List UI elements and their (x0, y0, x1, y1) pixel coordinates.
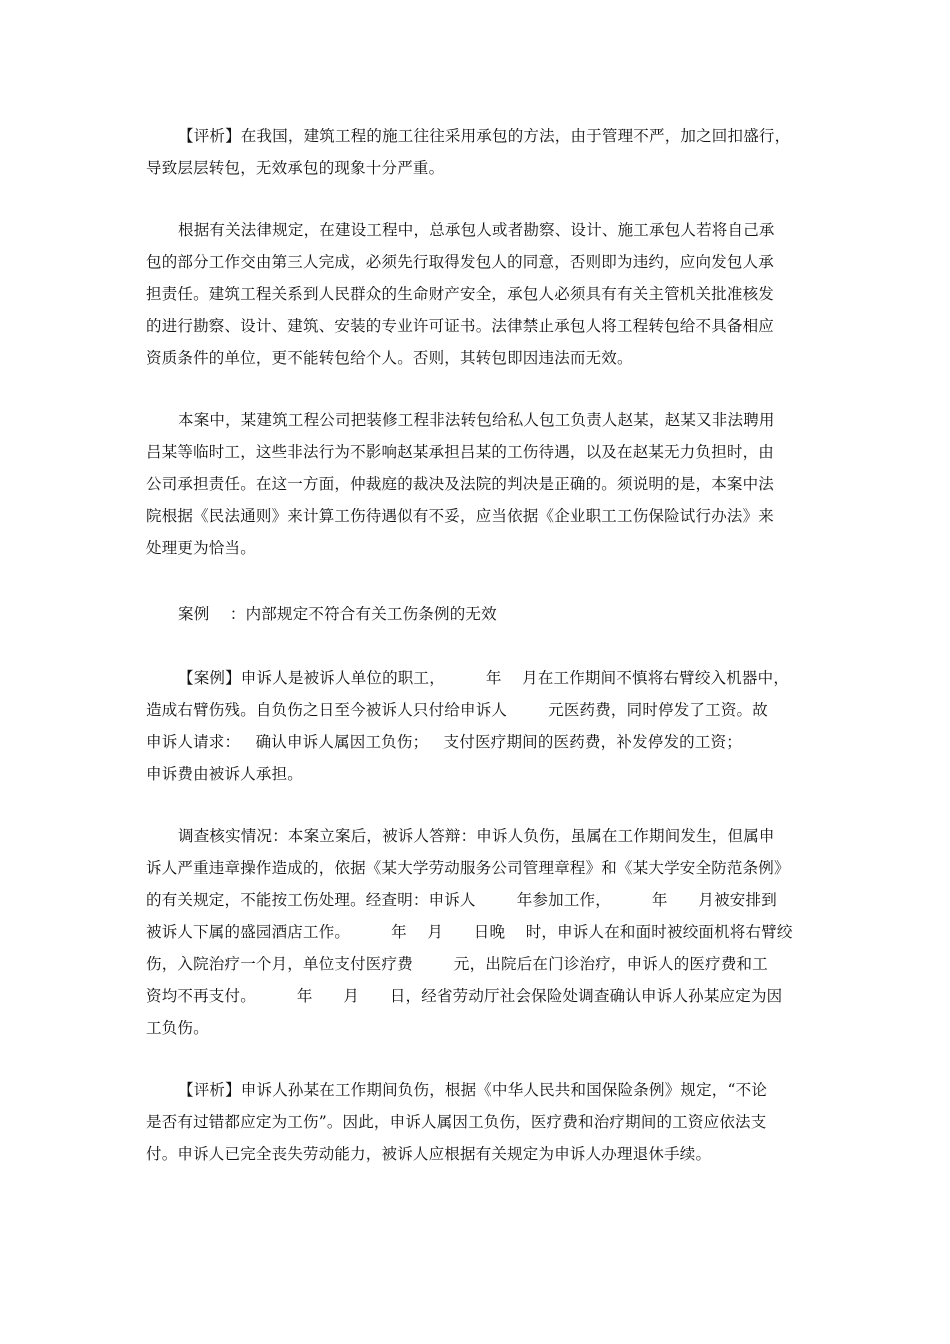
case-title (146, 598, 812, 630)
text-line: 包的部分工作交由第三人完成，必须先行取得发包人的同意，否则即为违约，应向发包人承 (146, 253, 775, 271)
text-line: 院根据《民法通则》来计算工伤待遇似有不妥，应当依据《企业职工工伤保险试行办法》来 (146, 507, 775, 525)
analysis-paragraph-1 (146, 120, 812, 184)
text-line: 资均不再支付。 年 月 日，经省劳动厅社会保险处调查确认申诉人孙某应定为因 (146, 987, 783, 1005)
text-line: 被诉人下属的盛园酒店工作。 年 月 日晚 时，申诉人在和面时被绞面机将右臂绞 (146, 923, 793, 941)
text-line: 调查核实情况：本案立案后，被诉人答辩：申诉人负伤，虽属在工作期间发生，但属申 (178, 827, 775, 845)
text-line: 申诉费由被诉人承担。 (146, 765, 304, 783)
text-line: 【评析】在我国，建筑工程的施工往往采用承包的方法，由于管理不严，加之回扣盛行， (178, 127, 791, 145)
text-line: 吕某等临时工，这些非法行为不影响赵某承担吕某的工伤待遇，以及在赵某无力负担时，由 (146, 443, 775, 461)
analysis-paragraph-2 (146, 1074, 812, 1170)
text-line: 是否有过错都应定为工伤”。因此，申诉人属因工负伤，医疗费和治疗期间的工资应依法支 (146, 1113, 767, 1131)
text-line: 导致层层转包，无效承包的现象十分严重。 (146, 159, 445, 177)
text-line: 本案中，某建筑工程公司把装修工程非法转包给私人包工负责人赵某，赵某又非法聘用 (178, 411, 775, 429)
text-line: 付。申诉人已完全丧失劳动能力，被诉人应根据有关规定为申诉人办理退休手续。 (146, 1145, 712, 1163)
text-line: 的进行勘察、设计、建筑、安装的专业许可证书。法律禁止承包人将工程转包给不具备相应 (146, 317, 775, 335)
text-line: 诉人严重违章操作造成的，依据《某大学劳动服务公司管理章程》和《某大学安全防范条例》 (146, 859, 790, 877)
text-line: 工负伤。 (146, 1019, 209, 1037)
text-line: 【评析】申诉人孙某在工作期间负伤，根据《中华人民共和国保险条例》规定，“不论 (178, 1081, 768, 1099)
investigation-paragraph (146, 820, 812, 1044)
case-paragraph (146, 662, 812, 790)
text-line: 的有关规定，不能按工伤处理。经查明：申诉人 年参加工作， 年 月被安排到 (146, 891, 777, 909)
law-basis-paragraph (146, 214, 812, 374)
this-case-paragraph (146, 404, 812, 564)
text-line: 资质条件的单位，更不能转包给个人。否则，其转包即因违法而无效。 (146, 349, 633, 367)
text-line: 处理更为恰当。 (146, 539, 256, 557)
text-line: 担责任。建筑工程关系到人民群众的生命财产安全，承包人必须具有有关主管机关批准核发 (146, 285, 775, 303)
text-line: 公司承担责任。在这一方面，仲裁庭的裁决及法院的判决是正确的。须说明的是，本案中法 (146, 475, 775, 493)
text-line: 申诉人请求： 确认申诉人属因工负伤； 支付医疗期间的医药费，补发停发的工资； (146, 733, 742, 751)
text-line: 【案例】申诉人是被诉人单位的职工， 年 月在工作期间不慎将右臂绞入机器中， (178, 669, 790, 687)
text-line: 伤，入院治疗一个月，单位支付医疗费 元，出院后在门诊治疗，申诉人的医疗费和工 (146, 955, 768, 973)
text-line: 根据有关法律规定，在建设工程中，总承包人或者勘察、设计、施工承包人若将自己承 (178, 221, 775, 239)
text-line: 造成右臂伤残。自负伤之日至今被诉人只付给申诉人 元医药费，同时停发了工资。故 (146, 701, 768, 719)
text-line: 案例 ：内部规定不符合有关工伤条例的无效 (178, 605, 497, 623)
